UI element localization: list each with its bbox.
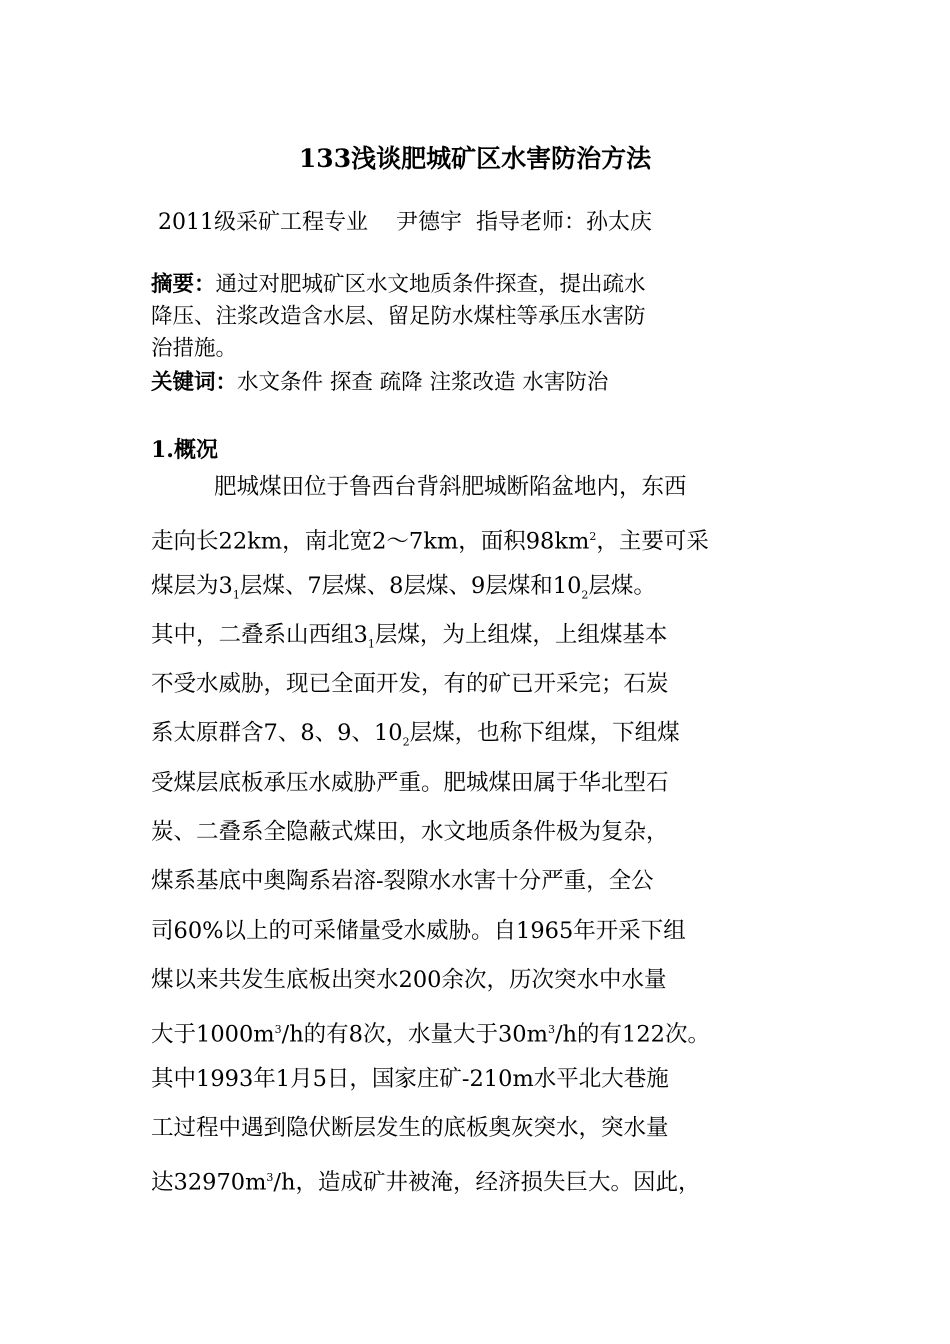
- body-line: 煤以来共发生底板出突水200余次，历次突水中水量: [151, 966, 667, 993]
- author-byline: 2011级采矿工程专业 尹德宇 指导老师：孙太庆: [158, 210, 652, 235]
- abstract-label: 摘要：: [151, 272, 216, 297]
- body-line: 受煤层底板承压水威胁严重。肥城煤田属于华北型石: [151, 769, 669, 796]
- abstract: [151, 269, 831, 365]
- abstract-line: 降压、注浆改造含水层、留足防水煤柱等承压水害防: [151, 304, 646, 329]
- body-line: 走向长22km，南北宽2～7km，面积$98km^2$，主要可采: [151, 528, 709, 555]
- body-paragraph: [151, 463, 831, 1202]
- page-title: 133浅谈肥城矿区水害防治方法: [298, 144, 652, 173]
- body-line: 炭、二叠系全隐蔽式煤田，水文地质条件极为复杂，: [151, 819, 669, 846]
- abstract-line: 通过对肥城矿区水文地质条件探查，提出疏水: [215, 272, 646, 297]
- keywords-text: 水文条件 探查 疏降 注浆改造 水害防治: [237, 370, 609, 395]
- body-line: 达$32970m^3/h$，造成矿井被淹，经济损失巨大。因此，: [151, 1169, 701, 1196]
- body-line: 肥城煤田位于鲁西台背斜肥城断陷盆地内，东西: [214, 474, 687, 500]
- body-line: 不受水威胁，现已全面开发，有的矿已开采完；石炭: [151, 671, 669, 698]
- body-line: 司60%以上的可采储量受水威胁。自1965年开采下组: [151, 917, 686, 944]
- body-line: 系太原群含7、8、9、$10_2$层煤，也称下组煤，下组煤: [151, 720, 680, 749]
- body-line: 其中1993年1月5日，国家庄矿-210m水平北大巷施: [151, 1065, 669, 1092]
- abstract-line: 治措施。: [151, 336, 238, 361]
- body-line: 其中，二叠系山西组$3_1$层煤，为上组煤，上组煤基本: [151, 621, 668, 651]
- section-heading: 1.概况: [151, 437, 218, 463]
- body-line: 工过程中遇到隐伏断层发生的底板奥灰突水，突水量: [151, 1114, 669, 1141]
- body-line: 煤层为$3_1$层煤、7层煤、8层煤、9层煤和$10_2$层煤。: [151, 572, 656, 602]
- keywords: [151, 367, 831, 399]
- body-line: 大于$1000m^3/h$的有8次，水量大于$30m^3/h$的有122次。: [151, 1021, 710, 1048]
- body-line: 煤系基底中奥陶系岩溶-裂隙水水害十分严重，全公: [151, 868, 654, 895]
- keywords-label: 关键词：: [151, 370, 238, 395]
